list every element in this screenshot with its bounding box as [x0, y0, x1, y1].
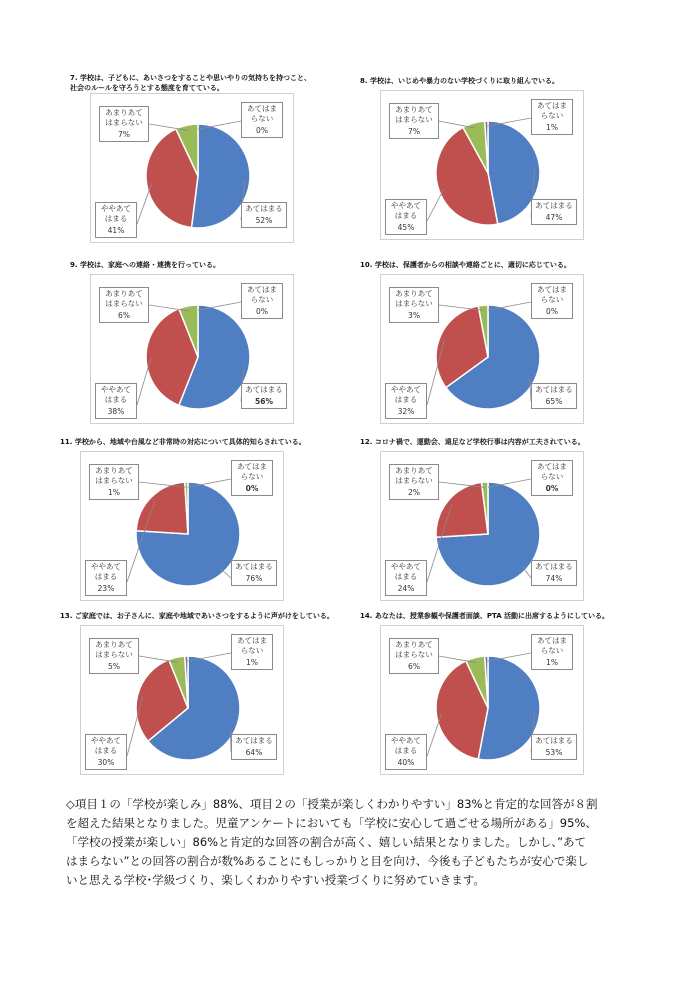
percent-label: 1%	[108, 488, 120, 497]
category-label: あてはまる	[535, 562, 573, 571]
percent-label: 76%	[245, 574, 263, 583]
chart-title: 9. 学校は、家庭への連絡・連携を行っている。	[70, 261, 220, 269]
category-label: あてはまる	[535, 201, 573, 210]
data-label	[95, 383, 137, 419]
category-label: あてはま らない	[237, 462, 267, 481]
percent-label: 30%	[97, 758, 115, 767]
chart-title: 8. 学校は、いじめや暴力のない学校づくりに取り組んでいる。	[360, 77, 559, 85]
data-label	[241, 283, 283, 319]
category-label: あまりあて はまらない	[95, 466, 133, 485]
data-label	[95, 202, 137, 238]
percent-label: 74%	[545, 574, 563, 583]
data-label	[531, 383, 577, 409]
category-label: あまりあて はまらない	[105, 108, 143, 127]
data-label	[531, 734, 577, 760]
category-label: ややあて はまる	[391, 562, 421, 581]
percent-label: 6%	[118, 311, 130, 320]
category-label: あまりあて はまらない	[95, 640, 133, 659]
percent-label: 41%	[107, 226, 125, 235]
data-label	[389, 103, 439, 139]
percent-label: 7%	[408, 127, 420, 136]
percent-label: 6%	[408, 662, 420, 671]
leader-line	[137, 357, 151, 405]
percent-label: 64%	[245, 748, 263, 757]
data-label	[231, 460, 273, 496]
summary-line: ◇項目１の「学校が楽しみ」88%、項目２の「授業が楽しくわかりやすい」83%と肯定的な回答が８割	[66, 797, 598, 811]
data-label	[531, 560, 577, 586]
percent-label: 53%	[545, 748, 563, 757]
percent-label: 52%	[255, 216, 273, 225]
percent-label: 38%	[107, 407, 125, 416]
summary-line: 「学校の授業が楽しい」86%と肯定的な回答の割合が高く、嬉しい結果となりました。しかし、”あて	[66, 835, 587, 849]
category-label: ややあて はまる	[101, 204, 131, 223]
summary-line: を超えた結果となりました。児童アンケートにおいても「学校に安心して過ごせる場所がある」95%、	[66, 816, 597, 830]
percent-label: 56%	[255, 397, 273, 406]
pie-chart	[80, 625, 284, 775]
data-label	[241, 102, 283, 138]
category-label: ややあて はまる	[91, 736, 121, 755]
data-label	[89, 464, 139, 500]
category-label: あてはま らない	[537, 636, 567, 655]
category-label: あてはまる	[245, 204, 283, 213]
category-label: あてはま らない	[247, 285, 277, 304]
data-label	[531, 283, 573, 319]
data-label	[385, 383, 427, 419]
percent-label: 23%	[97, 584, 115, 593]
pie-chart	[380, 625, 584, 775]
summary-text	[66, 795, 656, 890]
percent-label: 32%	[397, 407, 415, 416]
category-label: ややあて はまる	[391, 736, 421, 755]
percent-label: 24%	[397, 584, 415, 593]
percent-label: 0%	[546, 307, 558, 316]
data-label	[89, 638, 139, 674]
category-label: ややあて はまる	[101, 385, 131, 404]
category-label: あてはまる	[535, 385, 573, 394]
leader-line	[137, 183, 152, 224]
data-label	[85, 734, 127, 770]
category-label: あてはま らない	[237, 636, 267, 655]
pie-slice-2	[136, 482, 188, 534]
data-label	[531, 460, 573, 496]
data-label	[531, 199, 577, 225]
data-label	[241, 202, 287, 228]
percent-label: 1%	[246, 658, 258, 667]
category-label: あまりあて はまらない	[395, 289, 433, 308]
pie-chart	[380, 451, 584, 601]
percent-label: 0%	[245, 484, 259, 493]
pie-chart	[90, 274, 294, 424]
data-label	[531, 99, 573, 135]
category-label: あてはまる	[245, 385, 283, 394]
category-label: あてはまる	[235, 562, 273, 571]
chart-title: 7. 学校は、子どもに、あいさつをすることや思いやりの気持ちを持つこと、 社会のルールを守ろうとする態度を育てている。	[70, 74, 311, 92]
category-label: あてはまる	[235, 736, 273, 745]
category-label: あまりあて はまらない	[395, 640, 433, 659]
category-label: あまりあて はまらない	[105, 289, 143, 308]
percent-label: 0%	[256, 126, 268, 135]
percent-label: 5%	[108, 662, 120, 671]
data-label	[389, 464, 439, 500]
data-label	[85, 560, 127, 596]
percent-label: 1%	[546, 658, 558, 667]
data-label	[241, 383, 287, 409]
leader-line	[427, 189, 444, 221]
data-label	[385, 199, 427, 235]
category-label: ややあて はまる	[391, 385, 421, 404]
category-label: あてはま らない	[537, 101, 567, 120]
data-label	[231, 734, 277, 760]
percent-label: 1%	[546, 123, 558, 132]
percent-label: 45%	[397, 223, 415, 232]
category-label: あてはまる	[535, 736, 573, 745]
category-label: あてはま らない	[537, 462, 567, 481]
pie-chart	[380, 90, 584, 240]
category-label: あてはま らない	[537, 285, 567, 304]
percent-label: 40%	[397, 758, 415, 767]
percent-label: 65%	[545, 397, 563, 406]
pie-chart	[90, 93, 294, 243]
chart-title: 11. 学校から、地域や台風など非常時の対応について具体的知らされている。	[60, 438, 306, 446]
category-label: あまりあて はまらない	[395, 105, 433, 124]
percent-label: 2%	[408, 488, 420, 497]
percent-label: 0%	[545, 484, 559, 493]
data-label	[385, 560, 427, 596]
data-label	[531, 634, 573, 670]
data-label	[389, 287, 439, 323]
summary-line: いと思える学校･学級づくり、楽しくわかりやすい授業づくりに努めていきます。	[66, 873, 485, 887]
data-label	[231, 634, 273, 670]
category-label: あまりあて はまらない	[395, 466, 433, 485]
pie-chart	[80, 451, 284, 601]
leader-line	[427, 714, 442, 756]
category-label: あてはま らない	[247, 104, 277, 123]
data-label	[99, 287, 149, 323]
data-label	[231, 560, 277, 586]
chart-title: 13. ご家庭では、お子さんに、家庭や地域であいさつをするように声がけをしている。	[60, 612, 334, 620]
chart-title: 12. コロナ禍で、運動会、遠足など学校行事は内容が工夫されている。	[360, 438, 585, 446]
percent-label: 3%	[408, 311, 420, 320]
summary-line: はまらない”との回答の割合が数%あることにもしっかりと目を向け、今後も子どもたちが安心で楽し	[66, 854, 589, 868]
percent-label: 0%	[256, 307, 268, 316]
percent-label: 47%	[545, 213, 563, 222]
data-label	[99, 106, 149, 142]
percent-label: 7%	[118, 130, 130, 139]
pie-chart	[380, 274, 584, 424]
data-label	[389, 638, 439, 674]
category-label: ややあて はまる	[391, 201, 421, 220]
chart-title: 14. あなたは、授業参観や保護者面談、PTA 活動に出席するようにしている。	[360, 612, 610, 620]
chart-title: 10. 学校は、保護者からの相談や連絡ごとに、適切に応じている。	[360, 261, 571, 269]
category-label: ややあて はまる	[91, 562, 121, 581]
data-label	[385, 734, 427, 770]
